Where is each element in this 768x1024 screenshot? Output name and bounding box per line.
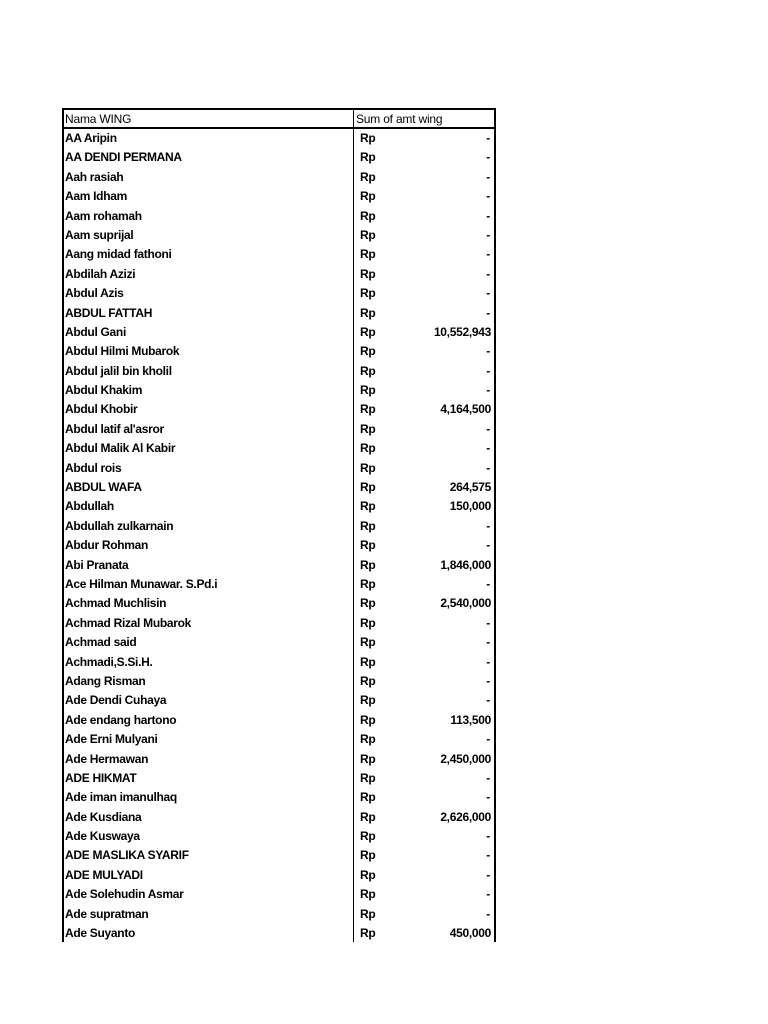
- row-amount: -: [486, 208, 490, 223]
- row-name: ABDUL FATTAH: [65, 305, 153, 320]
- row-name: ADE HIKMAT: [65, 770, 137, 785]
- row-currency: Rp: [360, 518, 376, 533]
- header-sum: Sum of amt wing: [356, 112, 443, 126]
- table-row: [64, 478, 494, 497]
- row-amount: -: [486, 363, 490, 378]
- table-row: [64, 711, 494, 730]
- table-row: [64, 284, 494, 303]
- row-amount: -: [486, 518, 490, 533]
- row-amount: -: [486, 538, 490, 553]
- row-currency: Rp: [360, 169, 376, 184]
- row-currency: Rp: [360, 867, 376, 882]
- row-currency: Rp: [360, 557, 376, 572]
- row-amount: -: [486, 131, 490, 145]
- table-row: [64, 265, 494, 284]
- row-amount: -: [486, 227, 490, 242]
- row-name: Ace Hilman Munawar. S.Pd.i: [65, 576, 218, 591]
- row-currency: Rp: [360, 480, 376, 495]
- table-row: [64, 342, 494, 361]
- table-row: [64, 556, 494, 575]
- table-row: [64, 497, 494, 516]
- table-row: [64, 517, 494, 536]
- row-amount: -: [486, 829, 490, 844]
- row-amount: 2,450,000: [440, 751, 491, 766]
- row-amount: -: [486, 635, 490, 650]
- row-amount: -: [486, 867, 490, 882]
- table-row: [64, 885, 494, 904]
- row-amount: -: [486, 266, 490, 281]
- row-name: Achmad said: [65, 635, 137, 650]
- row-currency: Rp: [360, 208, 376, 223]
- row-amount: -: [486, 732, 490, 747]
- row-amount: 150,000: [449, 499, 491, 514]
- row-amount: 4,164,500: [440, 402, 491, 417]
- row-name: Ade Suyanto: [65, 926, 136, 941]
- row-name: Abdul latif al'asror: [65, 421, 164, 436]
- row-amount: -: [486, 615, 490, 630]
- row-amount: -: [486, 887, 490, 902]
- row-name: Ade Hermawan: [65, 751, 149, 766]
- table-row: [64, 400, 494, 419]
- row-currency: Rp: [360, 732, 376, 747]
- table-row: [64, 614, 494, 633]
- table-row: [64, 362, 494, 381]
- row-name: Achmad Muchlisin: [65, 596, 167, 611]
- row-name: Abdul Khobir: [65, 402, 138, 417]
- row-name: Abdullah: [65, 499, 114, 514]
- row-amount: -: [486, 189, 490, 204]
- row-currency: Rp: [360, 887, 376, 902]
- row-name: Ade supratman: [65, 906, 149, 921]
- row-name: Abdul Gani: [65, 324, 126, 339]
- row-currency: Rp: [360, 227, 376, 242]
- row-currency: Rp: [360, 189, 376, 204]
- row-currency: Rp: [360, 305, 376, 320]
- row-currency: Rp: [360, 324, 376, 339]
- row-currency: Rp: [360, 615, 376, 630]
- table-row: [64, 459, 494, 478]
- row-amount: -: [486, 770, 490, 785]
- table-body: [64, 129, 494, 943]
- row-name: Abdullah zulkarnain: [65, 518, 174, 533]
- row-name: ADE MASLIKA SYARIF: [65, 848, 189, 863]
- row-name: ADE MULYADI: [65, 867, 143, 882]
- row-currency: Rp: [360, 809, 376, 824]
- row-currency: Rp: [360, 596, 376, 611]
- row-currency: Rp: [360, 751, 376, 766]
- row-name: Aang midad fathoni: [65, 247, 172, 262]
- row-name: Abdul Malik Al Kabir: [65, 441, 176, 456]
- row-name: Adang Risman: [65, 673, 146, 688]
- row-currency: Rp: [360, 402, 376, 417]
- row-name: Abdul Hilmi Mubarok: [65, 344, 180, 359]
- row-amount: -: [486, 344, 490, 359]
- table-row: [64, 226, 494, 245]
- row-amount: -: [486, 150, 490, 165]
- row-amount: -: [486, 693, 490, 708]
- row-name: Aam suprijal: [65, 227, 134, 242]
- row-amount: 2,626,000: [440, 809, 491, 824]
- row-currency: Rp: [360, 383, 376, 398]
- row-name: Abdul rois: [65, 460, 122, 475]
- row-name: Abdilah Azizi: [65, 266, 136, 281]
- row-name: Ade endang hartono: [65, 712, 177, 727]
- row-currency: Rp: [360, 926, 376, 941]
- table-row: [64, 905, 494, 924]
- table-row: [64, 769, 494, 788]
- row-currency: Rp: [360, 247, 376, 262]
- table-row: [64, 730, 494, 749]
- row-currency: Rp: [360, 635, 376, 650]
- row-name: AA Aripin: [65, 131, 117, 145]
- row-currency: Rp: [360, 848, 376, 863]
- row-currency: Rp: [360, 538, 376, 553]
- row-name: Achmadi,S.Si.H.: [65, 654, 153, 669]
- row-amount: 2,540,000: [440, 596, 491, 611]
- row-name: Abdur Rohman: [65, 538, 149, 553]
- row-amount: 113,500: [450, 712, 491, 727]
- row-currency: Rp: [360, 150, 376, 165]
- row-amount: -: [486, 576, 490, 591]
- pivot-table: [62, 108, 496, 942]
- row-name: Aah rasiah: [65, 169, 124, 184]
- row-currency: Rp: [360, 460, 376, 475]
- row-name: Ade Kusdiana: [65, 809, 142, 824]
- table-row: [64, 750, 494, 769]
- row-amount: -: [486, 247, 490, 262]
- table-row: [64, 187, 494, 206]
- table-row: [64, 439, 494, 458]
- row-amount: 10,552,943: [433, 324, 491, 339]
- row-name: Ade Dendi Cuhaya: [65, 693, 167, 708]
- table-row: [64, 420, 494, 439]
- row-name: AA DENDI PERMANA: [65, 150, 182, 165]
- table-row: [64, 245, 494, 264]
- row-amount: -: [486, 654, 490, 669]
- row-currency: Rp: [360, 906, 376, 921]
- row-currency: Rp: [360, 693, 376, 708]
- row-amount: -: [486, 383, 490, 398]
- row-currency: Rp: [360, 673, 376, 688]
- row-currency: Rp: [360, 790, 376, 805]
- table-row: [64, 846, 494, 865]
- row-name: ABDUL WAFA: [65, 480, 142, 495]
- row-amount: -: [486, 790, 490, 805]
- table-row: [64, 536, 494, 555]
- row-amount: -: [486, 441, 490, 456]
- row-currency: Rp: [360, 266, 376, 281]
- row-currency: Rp: [360, 344, 376, 359]
- row-amount: -: [486, 305, 490, 320]
- row-name: Ade Erni Mulyani: [65, 732, 158, 747]
- table-row: [64, 168, 494, 187]
- row-amount: 1,846,000: [440, 557, 491, 572]
- table-row: [64, 594, 494, 613]
- row-amount: -: [486, 460, 490, 475]
- row-name: Abdul Azis: [65, 286, 124, 301]
- row-currency: Rp: [360, 576, 376, 591]
- table-row: [64, 924, 494, 943]
- row-amount: -: [486, 673, 490, 688]
- row-currency: Rp: [360, 712, 376, 727]
- row-currency: Rp: [360, 770, 376, 785]
- row-currency: Rp: [360, 421, 376, 436]
- row-name: Abi Pranata: [65, 557, 129, 572]
- row-amount: -: [486, 169, 490, 184]
- row-name: Aam Idham: [65, 189, 127, 204]
- row-amount: -: [486, 421, 490, 436]
- table-row: [64, 788, 494, 807]
- table-row: [64, 808, 494, 827]
- row-currency: Rp: [360, 441, 376, 456]
- row-amount: 264,575: [449, 480, 491, 495]
- row-name: Abdul jalil bin kholil: [65, 363, 172, 378]
- row-currency: Rp: [360, 654, 376, 669]
- table-row: [64, 866, 494, 885]
- table-row: [64, 653, 494, 672]
- row-name: Aam rohamah: [65, 208, 142, 223]
- table-row: [64, 129, 494, 148]
- table-row: [64, 207, 494, 226]
- header-name: Nama WING: [65, 112, 132, 126]
- row-currency: Rp: [360, 829, 376, 844]
- row-currency: Rp: [360, 286, 376, 301]
- table-row: [64, 575, 494, 594]
- table-row: [64, 672, 494, 691]
- table-row: [64, 691, 494, 710]
- row-name: Achmad Rizal Mubarok: [65, 615, 192, 630]
- row-currency: Rp: [360, 131, 376, 145]
- row-amount: 450,000: [449, 926, 491, 941]
- table-row: [64, 304, 494, 323]
- row-name: Ade Solehudin Asmar: [65, 887, 184, 902]
- row-name: Ade iman imanulhaq: [65, 790, 177, 805]
- row-name: Ade Kuswaya: [65, 829, 140, 844]
- table-row: [64, 323, 494, 342]
- table-row: [64, 633, 494, 652]
- table-row: [64, 827, 494, 846]
- row-currency: Rp: [360, 499, 376, 514]
- row-currency: Rp: [360, 363, 376, 378]
- table-row: [64, 381, 494, 400]
- row-amount: -: [486, 286, 490, 301]
- row-amount: -: [486, 906, 490, 921]
- row-name: Abdul Khakim: [65, 383, 143, 398]
- table-row: [64, 148, 494, 167]
- row-amount: -: [486, 848, 490, 863]
- table-header-row: [64, 110, 494, 129]
